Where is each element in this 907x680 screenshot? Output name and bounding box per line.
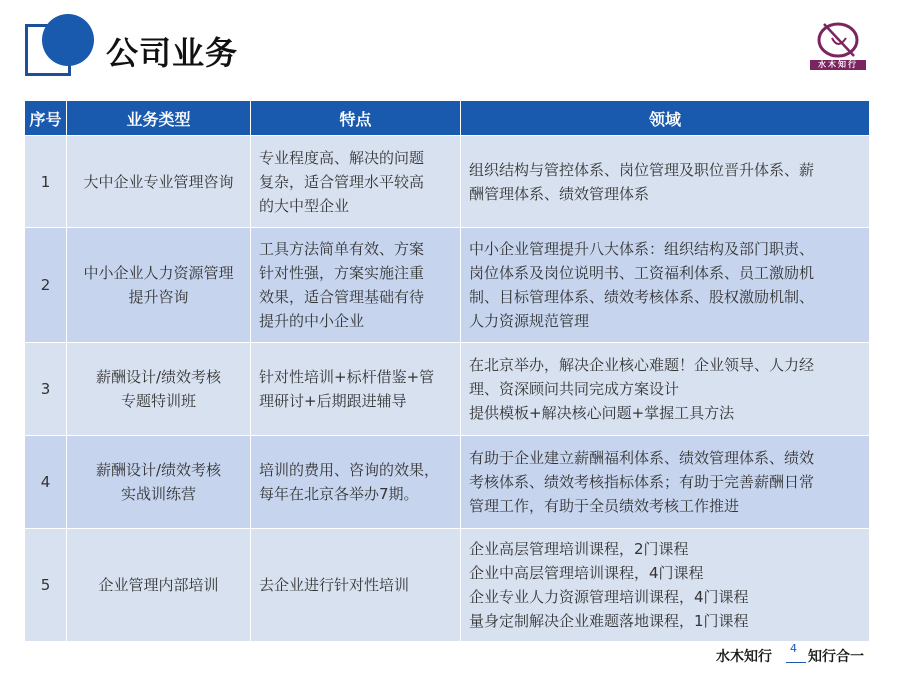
table-row — [25, 136, 870, 228]
field-line: 管理工作，有助于全员绩效考核工作推进 — [469, 497, 740, 515]
page-number: 4 — [790, 642, 797, 655]
business-type-line: 薪酬设计/绩效考核 — [95, 461, 222, 479]
field-line: 组织结构与管控体系、岗位管理及职位晋升体系、薪 — [469, 160, 815, 179]
features-line: 提升的中小企业 — [259, 312, 365, 330]
field-line: 提供模板+解决核心问题+掌握工具方法 — [469, 404, 735, 422]
table-row — [25, 343, 870, 436]
business-type — [67, 228, 251, 343]
table-row — [25, 436, 870, 529]
business-field — [461, 228, 870, 343]
row-number: 4 — [25, 436, 67, 529]
business-type — [67, 529, 251, 642]
field-line: 考核体系、绩效考核指标体系；有助于完善薪酬日常 — [469, 473, 815, 491]
business-features — [251, 136, 461, 228]
table-header-row — [25, 101, 870, 136]
features-line: 针对性强，方案实施注重 — [259, 264, 425, 282]
business-type — [67, 136, 251, 228]
business-features — [251, 529, 461, 642]
field-line: 企业专业人力资源管理培训课程，4门课程 — [469, 588, 749, 606]
business-type-line: 实战训练营 — [120, 485, 196, 503]
row-number: 3 — [25, 343, 67, 436]
business-features — [251, 228, 461, 343]
field-line: 岗位体系及岗位说明书、工资福利体系、员工激励机 — [469, 264, 815, 282]
business-type — [67, 343, 251, 436]
page-title: 公司业务 — [106, 34, 239, 72]
business-field — [461, 343, 870, 436]
field-line: 量身定制解决企业难题落地课程，1门课程 — [469, 612, 749, 630]
business-field — [461, 436, 870, 529]
business-type-line: 提升咨询 — [128, 288, 189, 306]
business-features — [251, 343, 461, 436]
page-header — [0, 0, 907, 92]
field-line: 企业高层管理培训课程，2门课程 — [469, 540, 689, 558]
row-number: 2 — [25, 228, 67, 343]
features-line: 复杂，适合管理水平较高 — [259, 172, 425, 191]
features-line: 专业程度高、解决的问题 — [259, 148, 425, 167]
page-footer — [716, 642, 876, 670]
column-header-type: 业务类型 — [67, 101, 251, 136]
business-field — [461, 529, 870, 642]
business-type-line: 大中企业专业管理咨询 — [83, 172, 234, 191]
features-line: 效果，适合管理基础有待 — [259, 288, 425, 306]
features-line: 每年在北京各举办7期。 — [259, 485, 419, 503]
field-line: 人力资源规范管理 — [469, 312, 590, 330]
column-header-features: 特点 — [251, 101, 461, 136]
footer-brand: 水木知行 — [716, 649, 772, 665]
features-line: 针对性培训+标杆借鉴+管 — [259, 368, 435, 386]
features-line: 去企业进行针对性培训 — [259, 576, 410, 594]
row-number: 1 — [25, 136, 67, 228]
field-line: 中小企业管理提升八大体系：组织结构及部门职责、 — [469, 240, 815, 258]
business-features — [251, 436, 461, 529]
business-type-line: 中小企业人力资源管理 — [83, 264, 234, 282]
table-row — [25, 529, 870, 642]
column-header-field: 领域 — [461, 101, 870, 136]
field-line: 制、目标管理体系、绩效考核体系、股权激励机制、 — [469, 288, 815, 306]
business-type-line: 专题特训班 — [120, 392, 196, 410]
field-line: 在北京举办，解决企业核心难题！企业领导、人力经 — [469, 356, 815, 374]
decorative-circle — [42, 14, 94, 66]
field-line: 有助于企业建立薪酬福利体系、绩效管理体系、绩效 — [469, 449, 815, 467]
table-row — [25, 228, 870, 343]
business-type — [67, 436, 251, 529]
field-line: 企业中高层管理培训课程，4门课程 — [469, 564, 704, 582]
business-type-line: 薪酬设计/绩效考核 — [95, 368, 222, 386]
column-header-no: 序号 — [25, 101, 67, 136]
features-line: 的大中型企业 — [259, 196, 350, 215]
logo-emblem-icon — [810, 18, 866, 60]
business-field — [461, 136, 870, 228]
company-logo — [810, 18, 866, 70]
field-line: 理、资深顾问共同完成方案设计 — [469, 380, 680, 398]
features-line: 培训的费用、咨询的效果， — [259, 461, 440, 479]
features-line: 工具方法简单有效、方案 — [259, 240, 425, 258]
row-number: 5 — [25, 529, 67, 642]
field-line: 酬管理体系、绩效管理体系 — [469, 184, 650, 203]
footer-divider — [786, 662, 806, 663]
business-type-line: 企业管理内部培训 — [98, 576, 219, 594]
business-table — [24, 100, 870, 642]
logo-text: 水木知行 — [810, 60, 866, 70]
features-line: 理研讨+后期跟进辅导 — [259, 392, 407, 410]
footer-slogan: 知行合一 — [808, 649, 864, 665]
